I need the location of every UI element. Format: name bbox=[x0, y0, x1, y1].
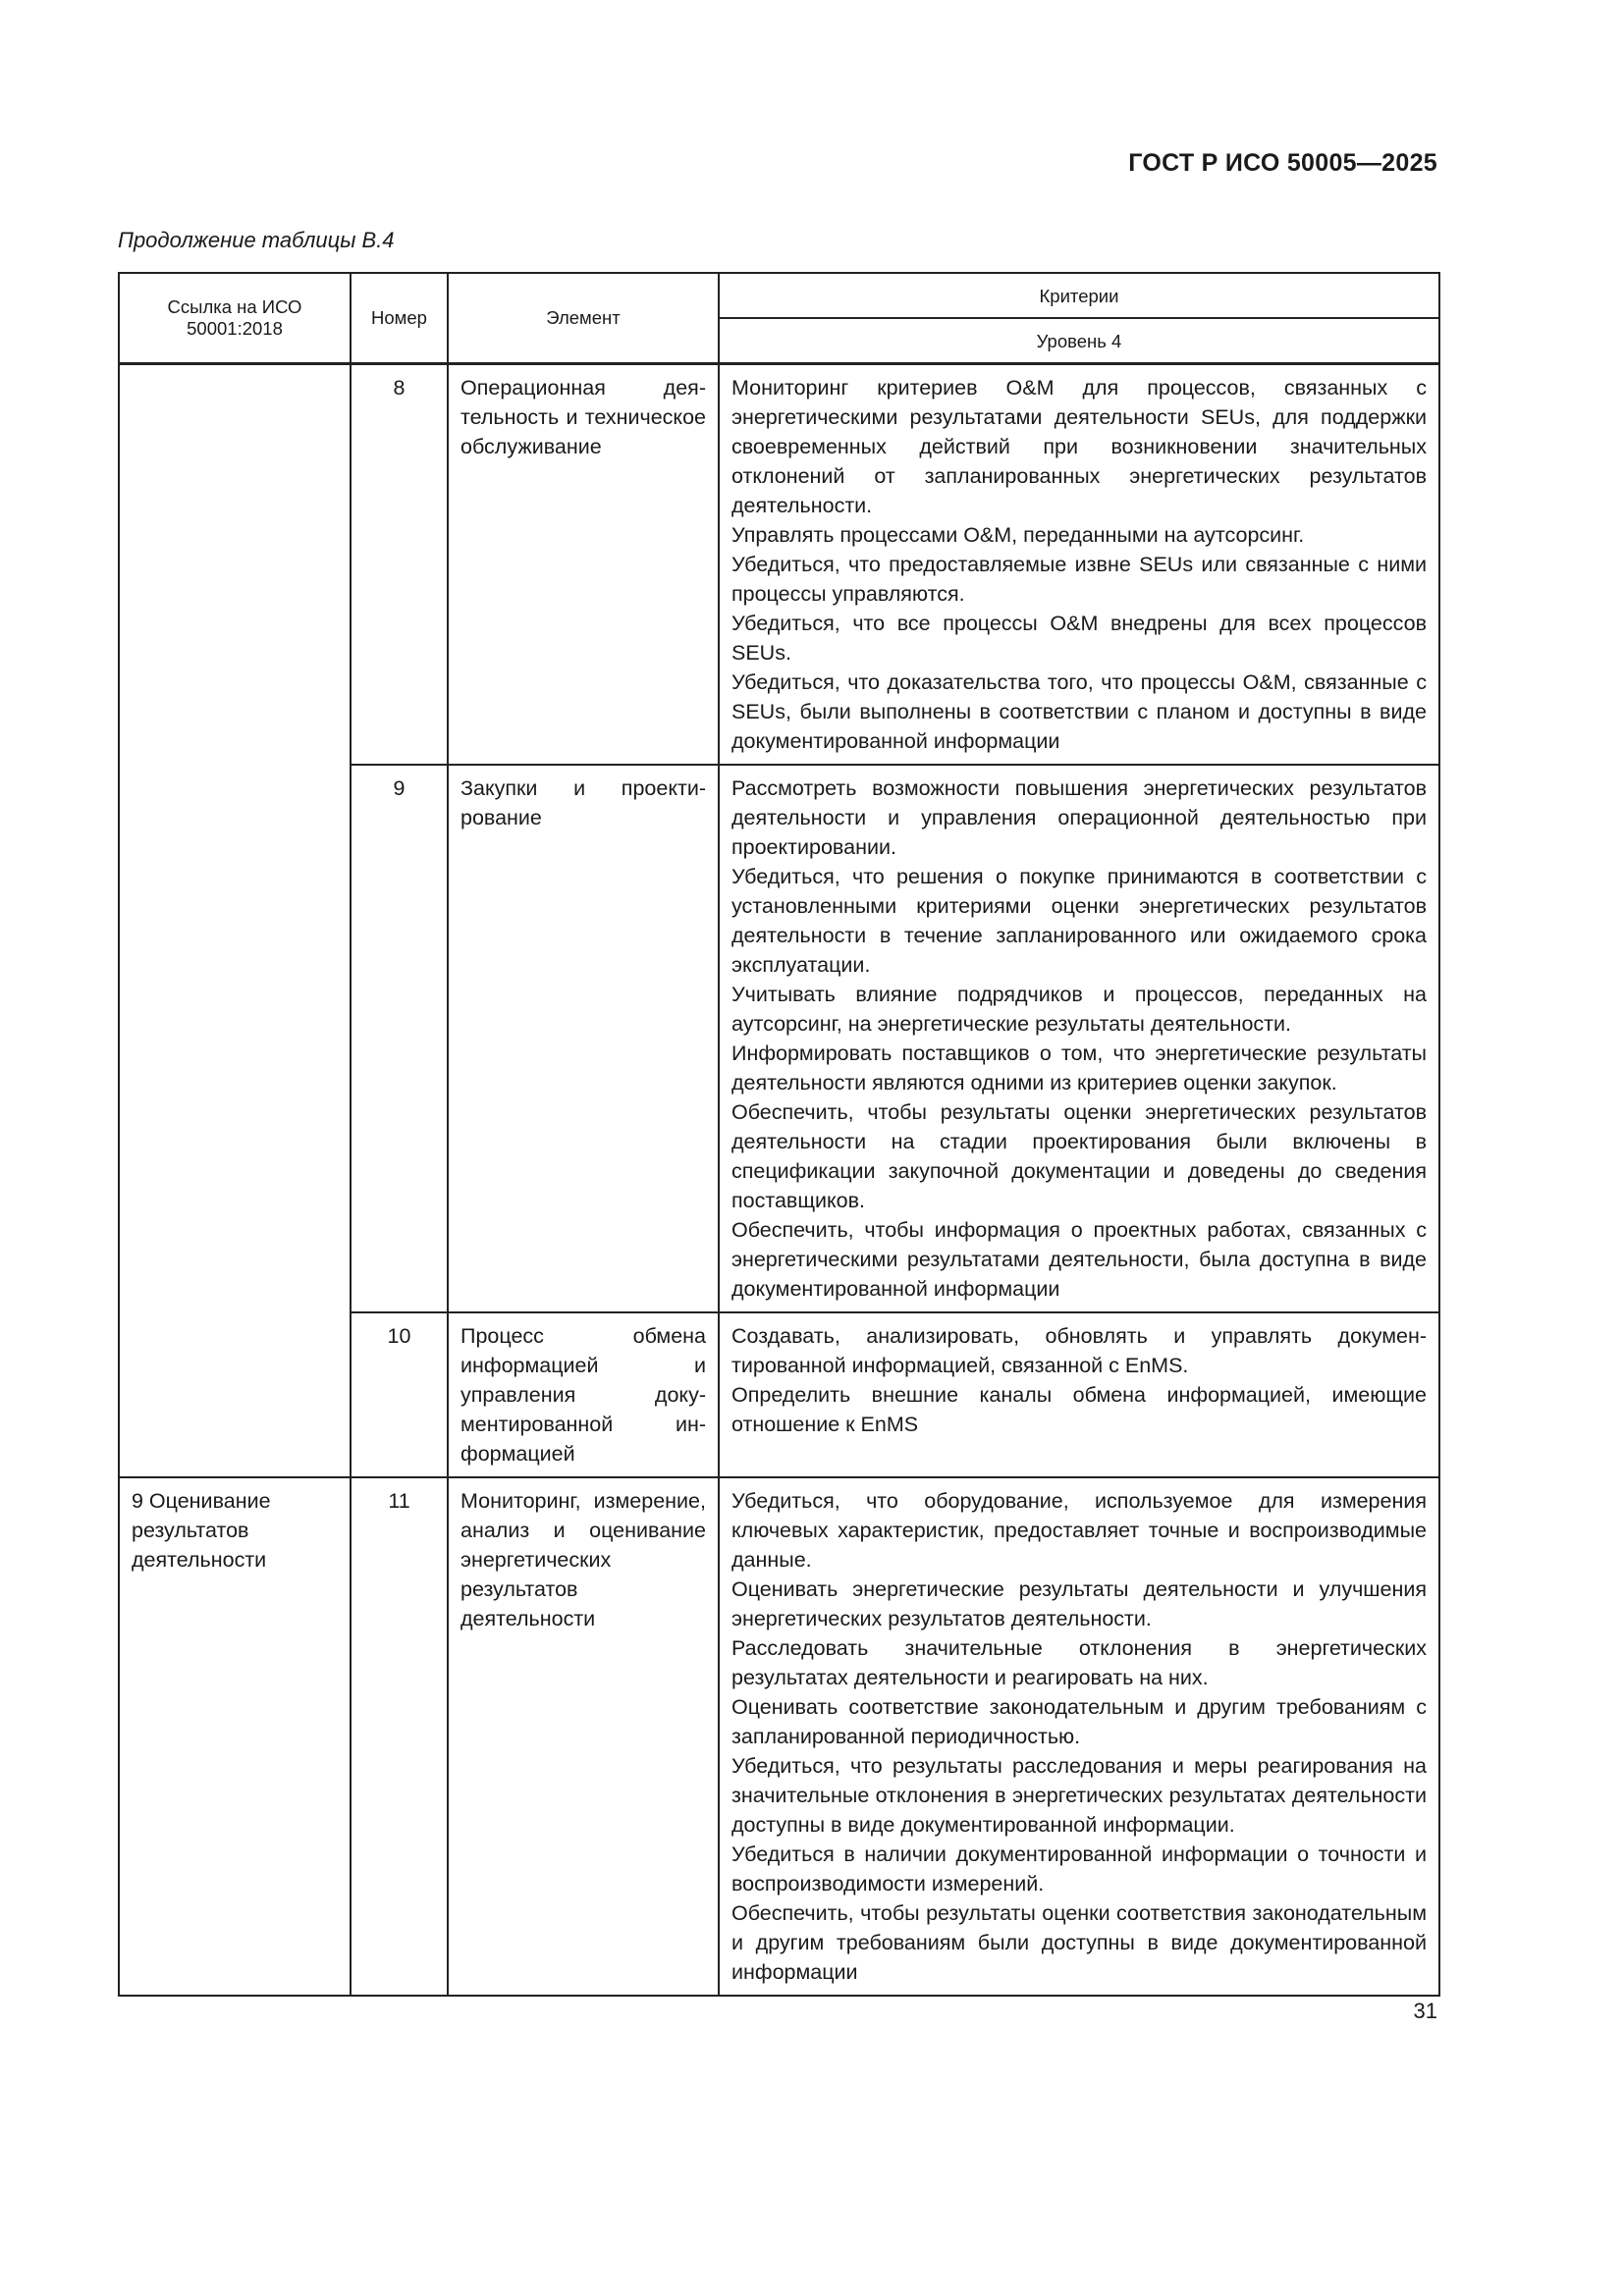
criteria-paragraph: Управлять процессами O&M, переданными на аутсорсинг. bbox=[731, 523, 1305, 547]
criteria-paragraph: Убедиться, что доказательства того, что процессы O&M, связанные с SEUs, были выполнены в соответствии с планом и доступны в виде документированной информации bbox=[731, 670, 1427, 753]
cell-criteria bbox=[719, 765, 1439, 1312]
column-header-number: Номер bbox=[351, 273, 448, 364]
table-row bbox=[119, 364, 1439, 766]
criteria-paragraph: Убедиться, что все процессы O&M внедрены для всех процессов SEUs. bbox=[731, 612, 1427, 665]
cell-element: Процесс обмена информацией и управления документированной информацией bbox=[448, 1312, 719, 1477]
cell-number: 11 bbox=[351, 1477, 448, 1996]
cell-number: 10 bbox=[351, 1312, 448, 1477]
criteria-paragraph: Убедиться в наличии документированной информации о точности и воспроизводимости измерений. bbox=[731, 1842, 1427, 1896]
cell-element: Мониторинг, измерение, анализ и оценивание энергетических результатов деятельности bbox=[448, 1477, 719, 1996]
cell-element: Закупки и проектирование bbox=[448, 765, 719, 1312]
column-header-criteria: Критерии bbox=[719, 273, 1439, 318]
criteria-paragraph: Расследовать значительные отклонения в энергетических результатах деятельности и реагировать на них. bbox=[731, 1636, 1427, 1689]
cell-criteria bbox=[719, 1312, 1439, 1477]
cell-number: 8 bbox=[351, 364, 448, 766]
criteria-paragraph: Убедиться, что результаты расследования и меры реагирования на значительные отклонения в энергетических результатах деятельности доступны в виде документированной информации. bbox=[731, 1754, 1427, 1837]
criteria-paragraph: Обеспечить, чтобы результаты оценки энергетических результатов деятельности на стадии проектирования были включены в спецификации закупочной документации и доведены до сведения поставщиков. bbox=[731, 1100, 1427, 1212]
criteria-paragraph: Оценивать энергетические результаты деятельности и улучшения энергетических результатов деятельности. bbox=[731, 1577, 1427, 1630]
column-header-level: Уровень 4 bbox=[719, 318, 1439, 364]
cell-criteria bbox=[719, 1477, 1439, 1996]
table-row bbox=[119, 1477, 1439, 1996]
cell-criteria bbox=[719, 364, 1439, 766]
criteria-paragraph: Учитывать влияние подрядчиков и процессов, переданных на аутсорсинг, на энергетические результаты деятельности. bbox=[731, 983, 1427, 1036]
criteria-paragraph: Обеспечить, чтобы информация о проектных работах, связанных с энергетическими результатами деятельности, была доступна в виде документированной информации bbox=[731, 1218, 1427, 1301]
criteria-paragraph: Убедиться, что предоставляемые извне SEUs или связанные с ними процессы управляются. bbox=[731, 553, 1427, 606]
criteria-paragraph: Оценивать соответствие законодательным и другим требованиям с запланированной периодичностью. bbox=[731, 1695, 1427, 1748]
criteria-paragraph: Убедиться, что оборудование, используемое для измерения ключевых характеристик, предоставляет точные и воспроизводимые данные. bbox=[731, 1489, 1427, 1572]
cell-number: 9 bbox=[351, 765, 448, 1312]
table-caption: Продолжение таблицы В.4 bbox=[118, 228, 395, 252]
cell-ref bbox=[119, 364, 351, 1478]
column-header-ref: Ссылка на ИСО 50001:2018 bbox=[119, 273, 351, 364]
column-header-element: Элемент bbox=[448, 273, 719, 364]
cell-element: Операционная деятельность и техническое обслуживание bbox=[448, 364, 719, 766]
table-body bbox=[119, 364, 1439, 1997]
cell-ref: 9 Оценивание результатов деятельности bbox=[119, 1477, 351, 1996]
criteria-paragraph: Убедиться, что решения о покупке принимаются в соответствии с установленными критериями оценки энергетических результатов деятельности в течение запланированного или ожидаемого срока эксплуатации. bbox=[731, 865, 1427, 977]
criteria-paragraph: Рассмотреть возможности повышения энергетических результатов деятельности и управления операционной деятельностью при проектировании. bbox=[731, 776, 1427, 859]
document-id: ГОСТ Р ИСО 50005—2025 bbox=[1128, 149, 1437, 177]
criteria-paragraph: Мониторинг критериев O&M для процессов, связанных с энергетическими результатами деятельности SEUs, для поддержки своевременных действий при возникновении значительных отклонений от запланированных энергетических результатов деятельности. bbox=[731, 376, 1427, 517]
criteria-paragraph: Обеспечить, чтобы результаты оценки соответствия законодательным и другим требованиям были доступны в виде документированной информации bbox=[731, 1901, 1427, 1984]
criteria-paragraph: Информировать поставщиков о том, что энергетические результаты деятельности являются одними из критериев оценки закупок. bbox=[731, 1041, 1427, 1095]
criteria-table bbox=[118, 272, 1440, 1997]
criteria-paragraph: Определить внешние каналы обмена информацией, имеющие отношение к EnMS bbox=[731, 1383, 1427, 1436]
page-number: 31 bbox=[1413, 1999, 1437, 2023]
criteria-paragraph: Создавать, анализировать, обновлять и управлять документированной информацией, связанной с EnMS. bbox=[731, 1324, 1427, 1377]
